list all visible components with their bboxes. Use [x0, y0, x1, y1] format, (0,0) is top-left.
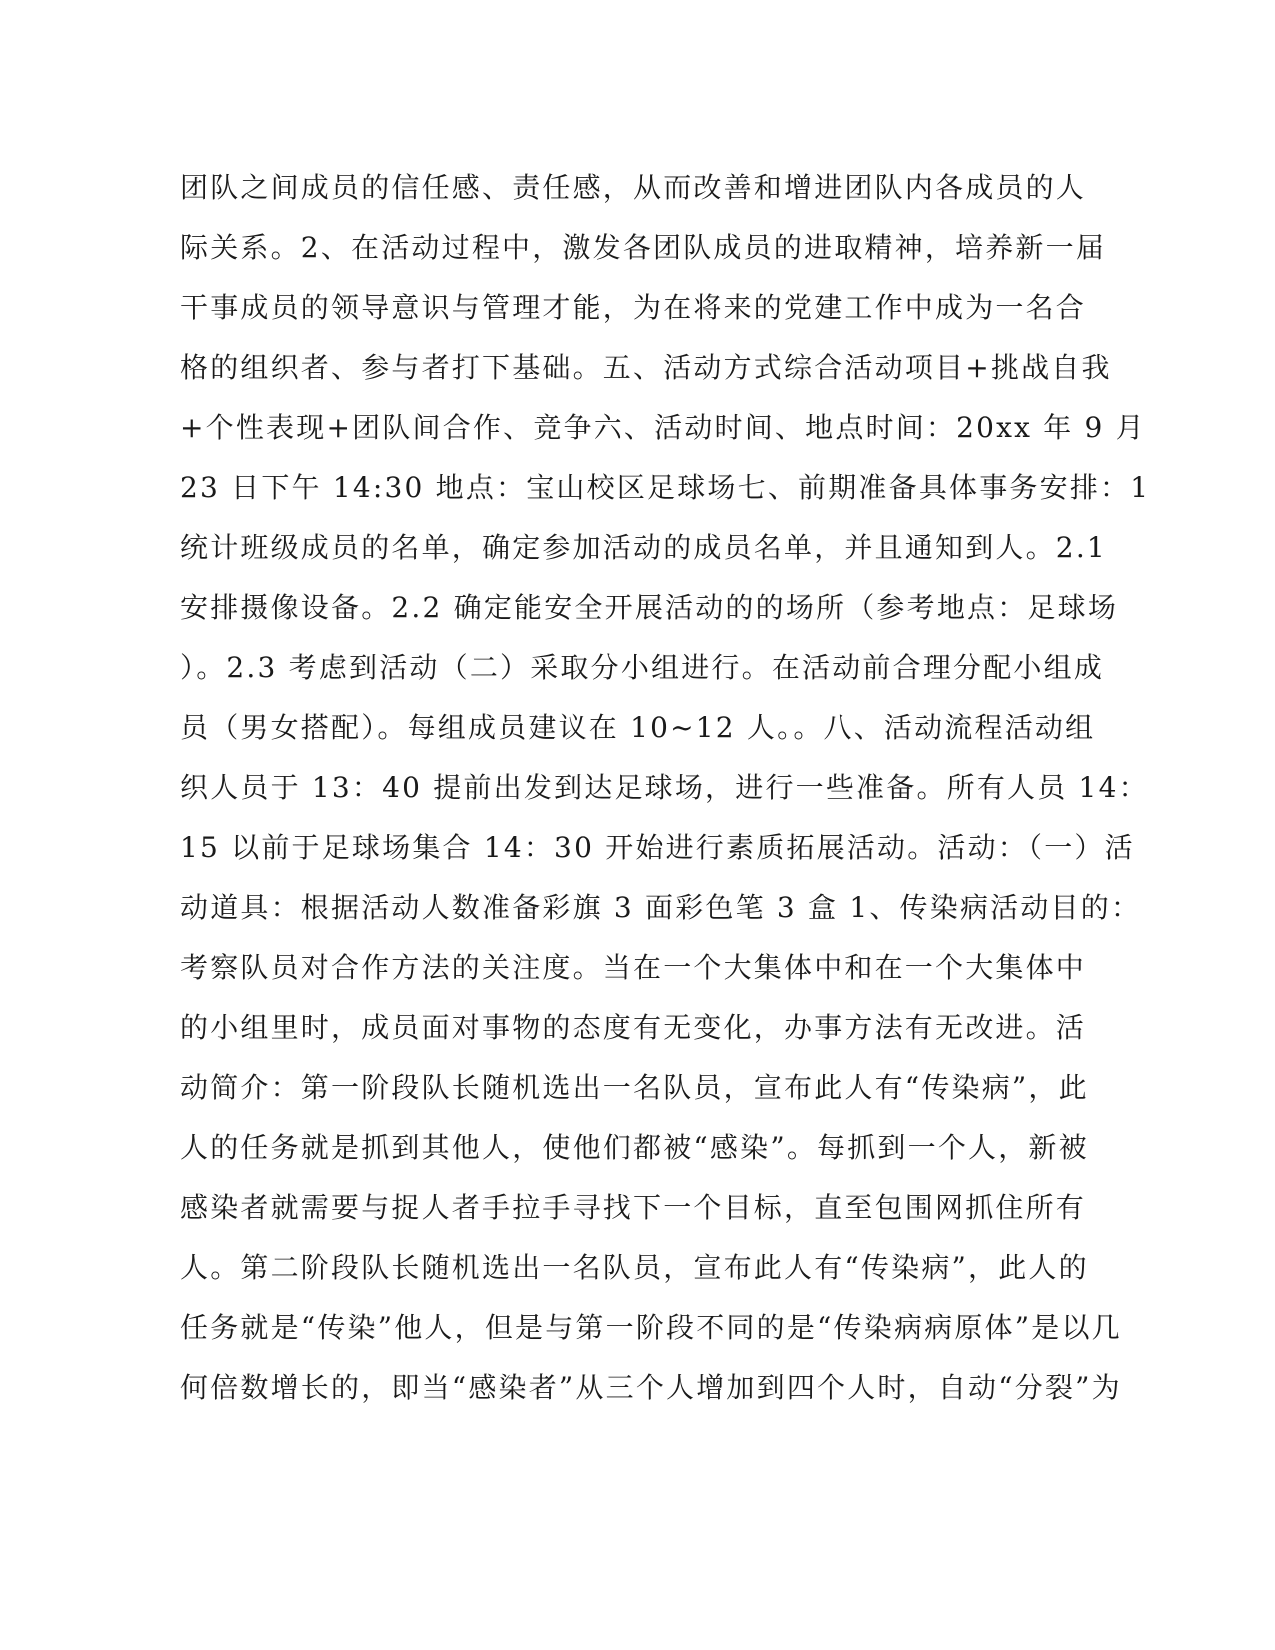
text-line: 干事成员的领导意识与管理才能，为在将来的党建工作中成为一名合 — [180, 291, 1087, 324]
text-line: 考察队员对合作方法的关注度。当在一个大集体中和在一个大集体中 — [180, 951, 1087, 984]
text-line: 动简介：第一阶段队长随机选出一名队员，宣布此人有“传染病”，此 — [180, 1071, 1089, 1104]
text-line: 何倍数增长的，即当“感染者”从三个人增加到四个人时，自动“分裂”为 — [180, 1371, 1122, 1404]
text-line: 人。第二阶段队长随机选出一名队员，宣布此人有“传染病”，此人的 — [180, 1251, 1089, 1284]
text-line: 感染者就需要与捉人者手拉手寻找下一个目标，直至包围网抓住所有 — [180, 1191, 1087, 1224]
text-line: 动道具：根据活动人数准备彩旗 3 面彩色笔 3 盒 1、传染病活动目的： — [180, 891, 1142, 924]
text-line: 15 以前于足球场集合 14：30 开始进行素质拓展活动。活动：（一）活 — [180, 831, 1135, 864]
text-line: 际关系。2、在活动过程中，激发各团队成员的进取精神，培养新一届 — [180, 231, 1107, 264]
text-line: 格的组织者、参与者打下基础。五、活动方式综合活动项目+挑战自我 — [180, 351, 1112, 384]
text-line: 人的任务就是抓到其他人，使他们都被“感染”。每抓到一个人，新被 — [180, 1131, 1089, 1164]
text-line: 团队之间成员的信任感、责任感，从而改善和增进团队内各成员的人 — [180, 171, 1087, 204]
text-line: 员（男女搭配）。每组成员建议在 10~12 人。。八、活动流程活动组 — [180, 711, 1096, 744]
body-text — [180, 158, 1151, 1418]
text-line: 统计班级成员的名单，确定参加活动的成员名单，并且通知到人。2.1 — [180, 531, 1107, 564]
text-line: 织人员于 13：40 提前出发到达足球场，进行一些准备。所有人员 14： — [180, 771, 1149, 804]
text-line: ）。2.3 考虑到活动（二）采取分小组进行。在活动前合理分配小组成 — [180, 651, 1105, 684]
text-line: 的小组里时，成员面对事物的态度有无变化，办事方法有无改进。活 — [180, 1011, 1087, 1044]
text-line: 安排摄像设备。2.2 确定能安全开展活动的的场所（参考地点：足球场 — [180, 591, 1119, 624]
text-line: 23 日下午 14:30 地点：宝山校区足球场七、前期准备具体事务安排：1 — [180, 471, 1151, 504]
text-line: +个性表现+团队间合作、竞争六、活动时间、地点时间：20xx 年 9 月 — [180, 411, 1146, 444]
text-line: 任务就是“传染”他人，但是与第一阶段不同的是“传染病病原体”是以几 — [180, 1311, 1122, 1344]
